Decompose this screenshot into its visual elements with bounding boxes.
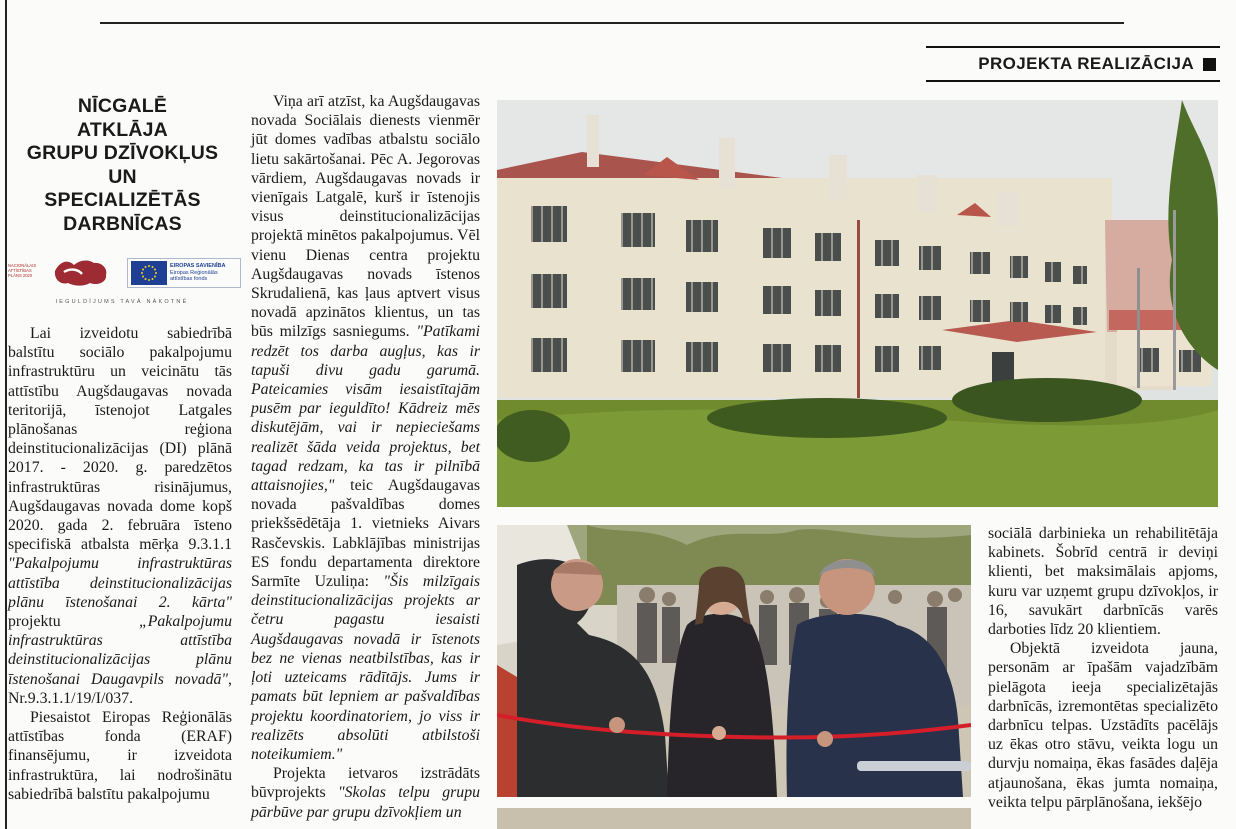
paragraph: Projekta ietvaros izstrādāts būvprojekts "Skolas telpu grupu pārbūve par grupu dzīvokļiem un xyxy=(251,765,480,821)
section-label: PROJEKTA REALIZĀCIJA xyxy=(978,54,1194,73)
article-column-2 xyxy=(251,92,480,822)
top-rule xyxy=(100,22,1124,24)
page-frame-line xyxy=(5,0,7,829)
logo-slogan: IEGULDĪJUMS TAVĀ NĀKOTNĒ xyxy=(55,299,189,305)
latvia-map-icon xyxy=(52,257,110,289)
headline-line: DARBNĪCAS xyxy=(63,212,182,235)
photo-partial xyxy=(497,808,971,829)
paragraph: Objektā izveidota jauna, personām ar īpašām vajadzībām pielāgota ieeja specializētajās darbnīcās, izremontētas specializēto darbnīcu telpas. Uzstādīts pacēlājs uz ēkas otro stāvu, veikta logu un durvju nomaiņa, ēkas fasādes daļēja atjaunošana, ēkas jumta nomaiņa, veikta telpu pārplānošana, iekšējo xyxy=(988,640,1218,811)
square-icon xyxy=(1203,58,1216,71)
headline-line: GRUPU DZĪVOKĻUS xyxy=(26,142,219,164)
section-header xyxy=(926,46,1220,82)
headline-line: NĪCGALĒ xyxy=(77,95,168,117)
eu-logo-text: EIROPAS SAVIENĪBA Eiropas Reģionālās attīstības fonds xyxy=(170,263,226,282)
article-headline xyxy=(10,95,235,236)
paragraph: sociālā darbinieka un rehabilitētāja kabinets. Šobrīd centrā ir deviņi klienti, bet maksimālais apjoms, kuru var uzņemt grupu dzīvokļos, ir 16, savukārt darbnīcās varēs darboties līdz 20 klientiem. xyxy=(988,525,1218,639)
headline-line: SPECIALIZĒTĀS xyxy=(44,189,201,211)
ribbon-cutting-photo xyxy=(497,525,971,797)
funding-logos xyxy=(8,255,236,315)
eu-flag-icon xyxy=(131,261,167,285)
article-column-3 xyxy=(988,524,1218,812)
headline-line: UN xyxy=(108,165,137,188)
headline-line: ATKLĀJA xyxy=(77,118,168,141)
building-photo xyxy=(497,100,1218,507)
paragraph: Lai izveidotu sabiedrībā balstītu sociālo pakalpojumu infrastruktūru un veicinātu tās attīstību Augšdaugavas novada teritorijā, īstenojot Latgales plānošanas reģiona deinstitucionalizācijas (DI) plānā 2017. - 2020. g. paredzētos infrastruktūras risinājumus, Augšdaugavas novada dome kopš 2020. gada 2. februāra īsteno specifiskā atbalsta mērķa 9.3.1.1 "Pakalpojumu infrastruktūras attīstība deinstitucionalizācijas plānu īstenošanai 2. kārta" projektu „Pakalpojumu infrastruktūras attīstība deinstitucionalizācijas plānu īstenošanai Daugavpils novadā", Nr.9.3.1.1/19/I/037. xyxy=(8,325,232,707)
eu-logo xyxy=(127,258,241,288)
paragraph: Piesaistot Eiropas Reģionālās attīstības fonda (ERAF) finansējumu, ir izveidota infrastruktūra, lai nodrošinātu sabiedrībā balstītu pakalpojumu xyxy=(8,709,232,803)
nap-logo-text: NACIONĀLAIS ATTĪSTĪBAS PLĀNS 2020 xyxy=(8,263,37,278)
article-column-1 xyxy=(8,324,232,804)
paragraph: Viņa arī atzīst, ka Augšdaugavas novada Sociālais dienests vienmēr jūt domes vadības atbalstu sociālo lietu sakārtošanai. Pēc A. Jegorovas vārdiem, Augšdaugavas novads ir vienīgais Latgalē, kurš ir īstenojis visus deinstitucionalizācijas projektā minētos pakalpojumus. Vēl vienu Dienas centra projektu Augšdaugavas novads īstenos Skrudalienā, kas ļaus aptvert visus novadā apzinātos klientus, un tas būs milzīgs sasniegums. "Patīkami redzēt tos darba augļus, kas ir tapuši divu gadu garumā. Pateicamies visām iesaistītajām pusēm par ieguldīto! Kādreiz mēs diskutējām, vai ir nepieciešams realizēt šāda veida projektus, bet tagad redzam, ka tas ir pilnībā attaisnojies," teic Augšdaugavas novada pašvaldības domes priekšsēdētāja 1. vietnieks Aivars Rasčevskis. Labklājības ministrijas ES fondu departamenta direktore Sarmīte Uzuliņa: "Šis milzīgais deinstitucionalizācijas projekts ar četru pagastu iesaisti Augšdaugavas novadā ir īstenots bez ne vienas neatbilstības, kas ir ļoti uzteicams rādītājs. Jums ir pamats būt lepniem ar pašvaldības projektu koordinatoriem, jo viss ir realizēts absolūti atbilstoši noteikumiem." xyxy=(251,93,480,763)
